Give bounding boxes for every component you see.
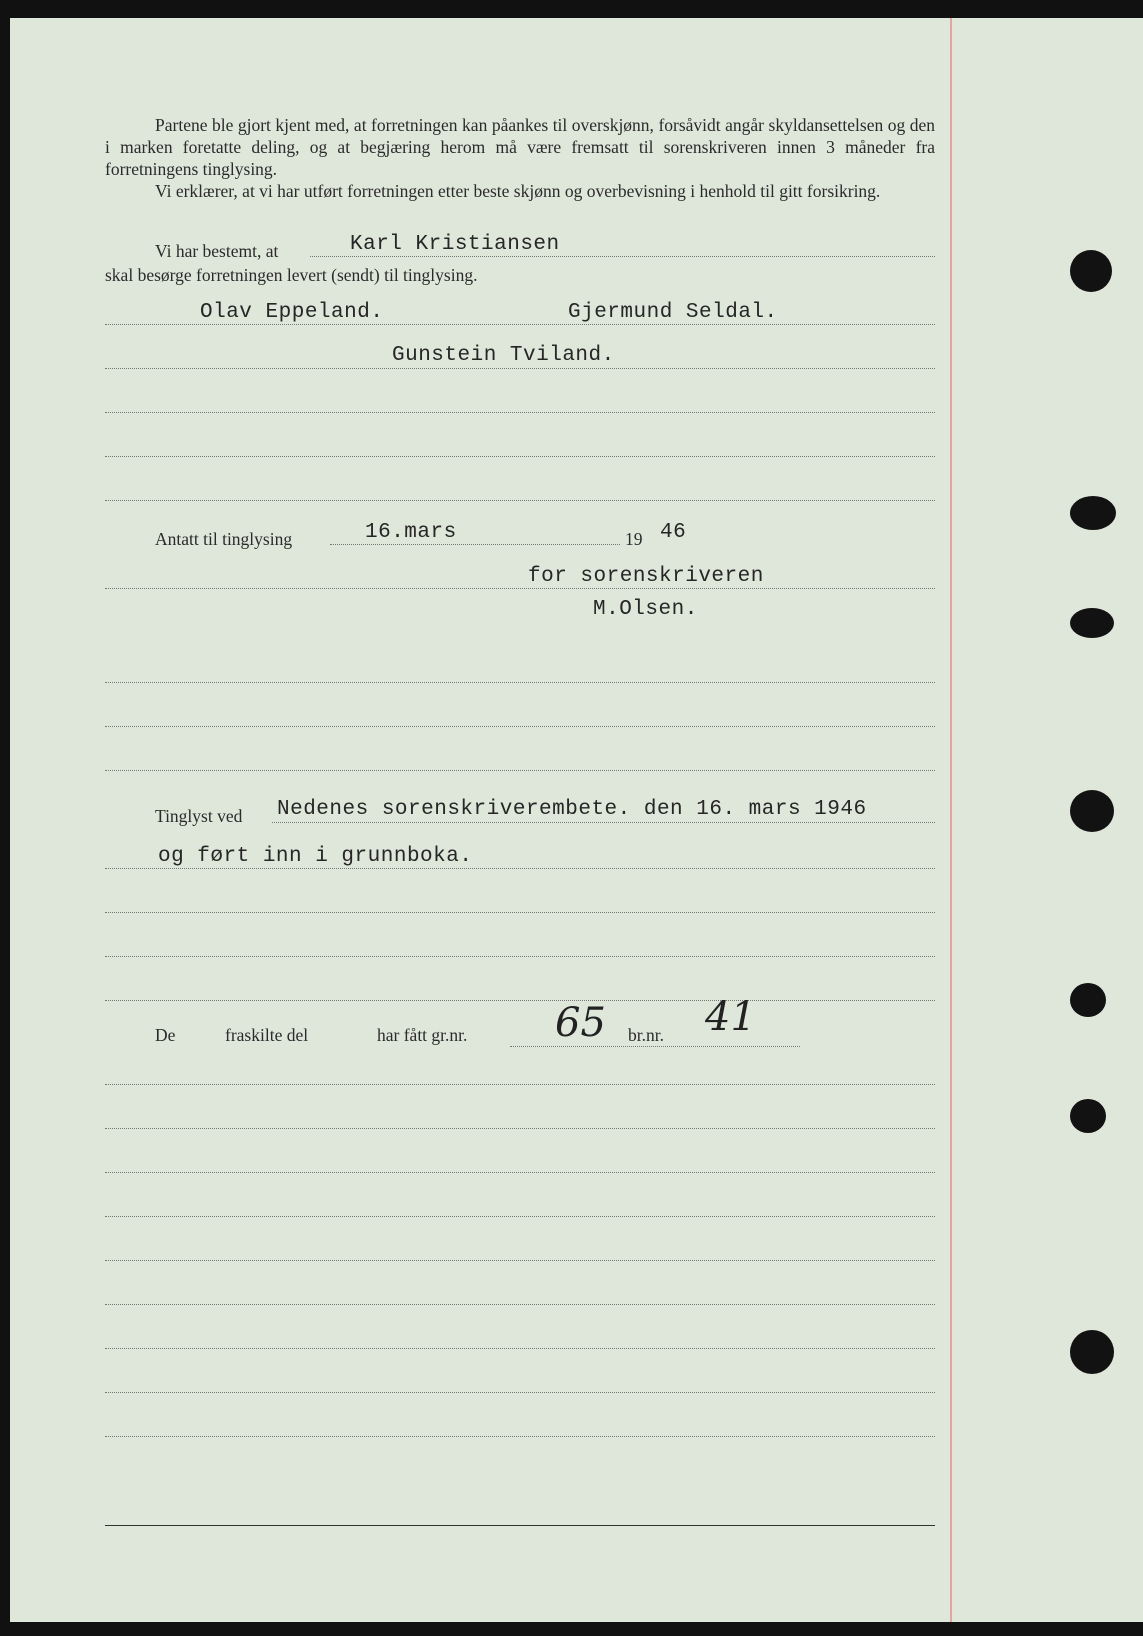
punch-hole <box>1070 250 1112 292</box>
dotted-line <box>105 1128 935 1129</box>
dotted-line <box>105 324 935 325</box>
punch-hole <box>1070 496 1116 530</box>
margin-rule <box>950 18 952 1622</box>
punch-hole <box>1070 790 1114 832</box>
tinglyst-label: Tinglyst ved <box>155 806 243 826</box>
fort-line: og ført inn i grunnboka. <box>158 845 473 868</box>
dotted-line <box>105 1304 935 1305</box>
printed-clauses <box>105 114 935 202</box>
final-de: De <box>155 1025 176 1045</box>
document-page <box>10 18 1143 1622</box>
dotted-line <box>105 1348 935 1349</box>
dotted-line <box>105 1216 935 1217</box>
final-fraskilte: fraskilte del <box>225 1025 309 1045</box>
dotted-line <box>105 726 935 727</box>
final-brnr: br.nr. <box>628 1025 664 1045</box>
for-line: for sorenskriveren <box>528 565 764 588</box>
dotted-line <box>105 1084 935 1085</box>
dotted-line <box>105 588 935 589</box>
dotted-line <box>105 1000 935 1001</box>
final-harfatt: har fått gr.nr. <box>377 1025 468 1045</box>
dotted-line <box>105 682 935 683</box>
dotted-line <box>310 256 935 257</box>
br-nr-value: 41 <box>705 994 756 1040</box>
dotted-line <box>105 412 935 413</box>
dotted-line <box>105 1260 935 1261</box>
dotted-line <box>105 456 935 457</box>
declaration-clause: Vi erklærer, at vi har utført forretningen etter beste skjønn og overbevisning i henhold til gitt forsikring. <box>155 181 881 201</box>
dotted-line <box>105 770 935 771</box>
signer-3: Gunstein Tviland. <box>392 344 615 367</box>
dotted-line <box>105 956 935 957</box>
punch-hole <box>1070 983 1106 1017</box>
punch-hole <box>1070 608 1114 638</box>
signer-2: Gjermund Seldal. <box>568 301 778 324</box>
dotted-line <box>105 1436 935 1437</box>
bestemt-label: Vi har bestemt, at <box>155 241 279 261</box>
dotted-line <box>105 1172 935 1173</box>
besorge-text: skal besørge forretningen levert (sendt) til tinglysing. <box>105 265 478 285</box>
closing-rule <box>105 1525 935 1526</box>
dotted-line <box>105 1392 935 1393</box>
gr-nr-value: 65 <box>555 1000 606 1046</box>
tinglyst-line: Nedenes sorenskriverembete. den 16. mars 1946 <box>277 798 867 821</box>
signer-1: Olav Eppeland. <box>200 301 384 324</box>
dotted-line <box>105 912 935 913</box>
dotted-line <box>105 500 935 501</box>
antatt-date: 16.mars <box>365 521 457 544</box>
punch-hole <box>1070 1330 1114 1374</box>
appeal-clause: Partene ble gjort kjent med, at forretningen kan påankes til overskjønn, forsåvidt angår skyldansettelsen og den i marken foretatte deling, og at begjæring herom må være fremsatt til sorenskriveren innen 3 måneder fra forretningens tinglysing. <box>105 115 935 179</box>
registrar-name: M.Olsen. <box>593 598 698 621</box>
punch-hole <box>1070 1099 1106 1133</box>
antatt-label: Antatt til tinglysing <box>155 529 293 549</box>
dotted-line <box>105 368 935 369</box>
dotted-line <box>330 544 620 545</box>
dotted-line <box>272 822 935 823</box>
year-prefix: 19 <box>625 529 643 549</box>
responsible-person: Karl Kristiansen <box>350 233 560 256</box>
antatt-year: 46 <box>660 521 687 544</box>
dotted-line <box>105 868 935 869</box>
dotted-line <box>510 1046 800 1047</box>
